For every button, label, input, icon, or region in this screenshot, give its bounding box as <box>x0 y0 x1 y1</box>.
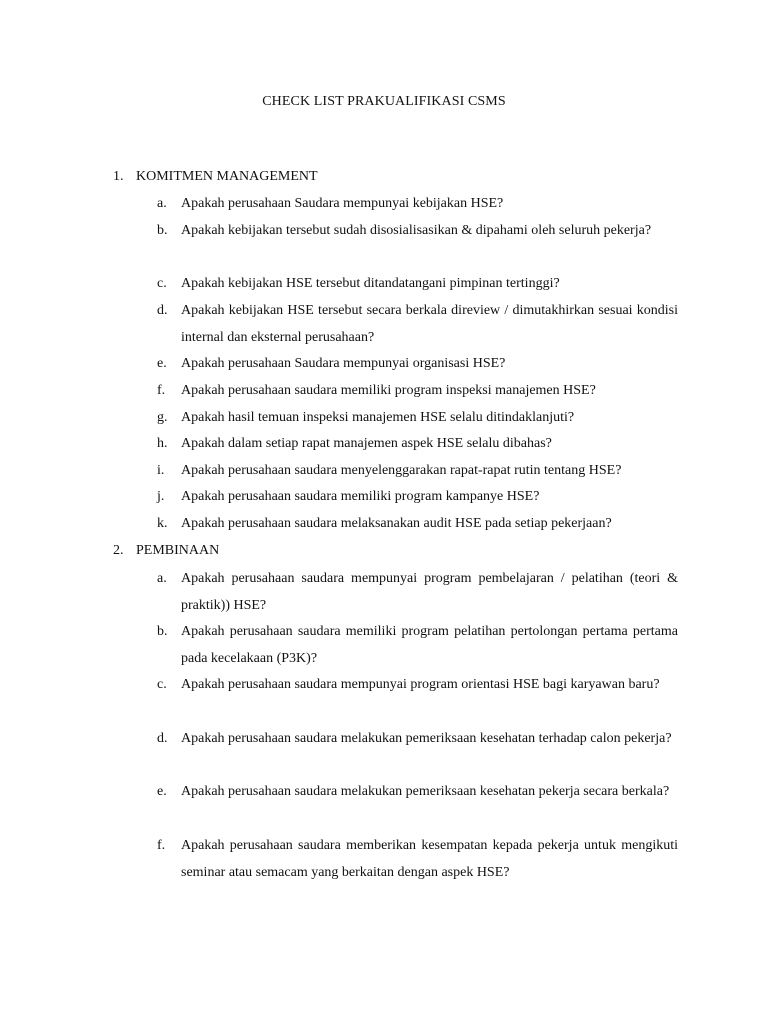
item-question: Apakah perusahaan saudara menyelenggarakan rapat-rapat rutin tentang HSE? <box>181 463 622 478</box>
item-letter: c. <box>157 677 167 692</box>
item-letter: b. <box>157 223 168 238</box>
item-question: Apakah perusahaan Saudara mempunyai kebijakan HSE? <box>181 196 504 211</box>
item-letter: d. <box>157 303 168 318</box>
item-question: Apakah kebijakan HSE tersebut secara berkala direview / dimutakhirkan sesuai kondisi internal dan eksternal perusahaan? <box>181 303 678 345</box>
item-question: Apakah perusahaan saudara melakukan pemeriksaan kesehatan pekerja secara berkala? <box>181 784 670 799</box>
item-letter: h. <box>157 436 168 451</box>
section-number: 1. <box>113 169 124 184</box>
item-letter: e. <box>157 356 167 371</box>
item-question: Apakah perusahaan saudara memiliki program pelatihan pertolongan pertama pertama pada kecelakaan (P3K)? <box>181 624 678 666</box>
section-number: 2. <box>113 543 124 558</box>
item-letter: g. <box>157 410 168 425</box>
item-letter: e. <box>157 784 167 799</box>
document-title: CHECK LIST PRAKUALIFIKASI CSMS <box>262 94 506 109</box>
item-question: Apakah perusahaan saudara memberikan kesempatan kepada pekerja untuk mengikuti seminar atau semacam yang berkaitan dengan aspek HSE? <box>181 838 678 880</box>
item-letter: f. <box>157 383 166 398</box>
item-letter: j. <box>157 489 165 504</box>
item-letter: c. <box>157 276 167 291</box>
section-title: PEMBINAAN <box>136 543 220 558</box>
item-question: Apakah hasil temuan inspeksi manajemen HSE selalu ditindaklanjuti? <box>181 410 575 425</box>
item-question: Apakah perusahaan saudara memiliki program inspeksi manajemen HSE? <box>181 383 596 398</box>
section-title: KOMITMEN MANAGEMENT <box>136 169 318 184</box>
item-question: Apakah kebijakan tersebut sudah disosialisasikan & dipahami oleh seluruh pekerja? <box>181 223 652 238</box>
item-letter: d. <box>157 731 168 746</box>
item-question: Apakah kebijakan HSE tersebut ditandatangani pimpinan tertinggi? <box>181 276 560 291</box>
item-question: Apakah perusahaan saudara memiliki program kampanye HSE? <box>181 489 540 504</box>
item-question: Apakah dalam setiap rapat manajemen aspek HSE selalu dibahas? <box>181 436 552 451</box>
item-question: Apakah perusahaan saudara melaksanakan audit HSE pada setiap pekerjaan? <box>181 516 612 531</box>
item-letter: a. <box>157 196 167 211</box>
item-letter: i. <box>157 463 165 478</box>
item-question: Apakah perusahaan Saudara mempunyai organisasi HSE? <box>181 356 506 371</box>
item-question: Apakah perusahaan saudara melakukan pemeriksaan kesehatan terhadap calon pekerja? <box>181 731 672 746</box>
item-question: Apakah perusahaan saudara mempunyai program pembelajaran / pelatihan (teori & praktik)) HSE? <box>181 571 678 613</box>
item-letter: a. <box>157 571 167 586</box>
item-question: Apakah perusahaan saudara mempunyai program orientasi HSE bagi karyawan baru? <box>181 677 660 692</box>
item-letter: b. <box>157 624 168 639</box>
item-letter: f. <box>157 838 166 853</box>
item-letter: k. <box>157 516 168 531</box>
